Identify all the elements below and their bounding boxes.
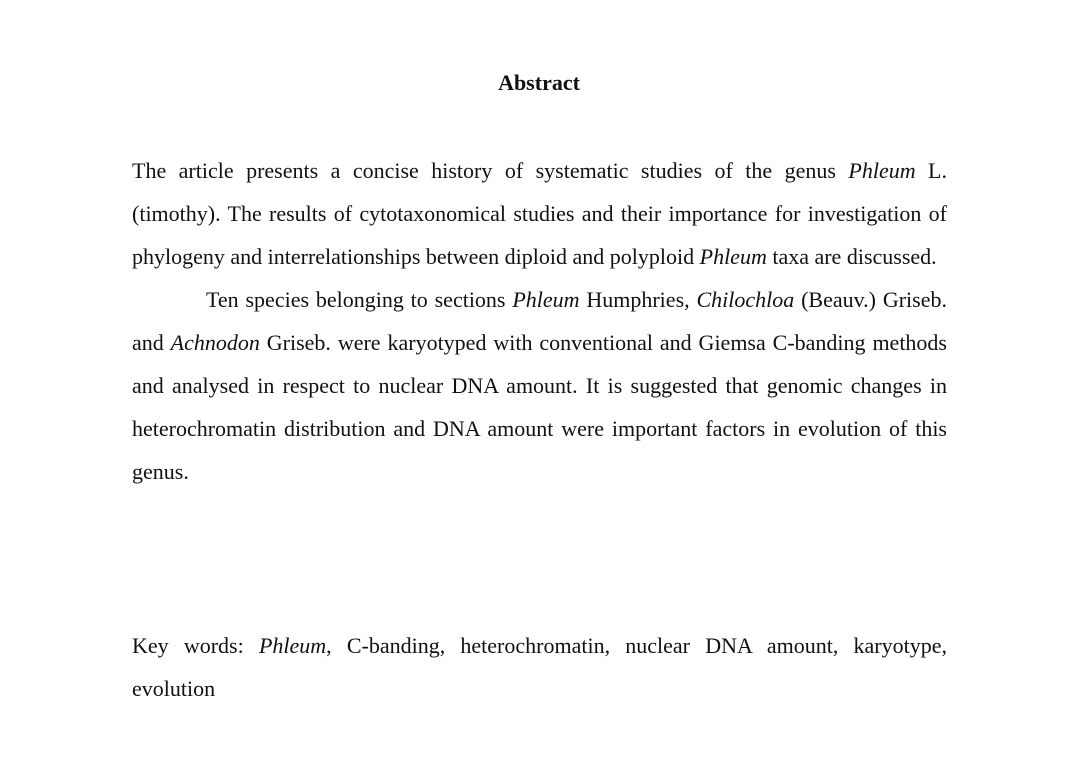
paragraph-1-text-b: L. (timothy). The results of cytotaxonomical studies and their importance for investigation of phylogeny and interrelationships between diploid and polyploid <box>132 158 947 269</box>
abstract-paragraph-1 <box>132 149 947 278</box>
abstract-body <box>132 149 947 493</box>
keywords-label: Key words: <box>132 633 259 658</box>
paragraph-2-section-name-a: Phleum <box>512 287 580 312</box>
paragraph-2-section-name-b: Chilochloa <box>696 287 795 312</box>
keywords-genus-name: Phleum <box>258 633 327 658</box>
keywords-line <box>132 624 947 710</box>
abstract-title: Abstract <box>498 70 580 95</box>
keywords-list: , C-banding, heterochromatin, nuclear DNA amount, karyotype, evolution <box>132 633 947 701</box>
paragraph-1-genus-name-a: Phleum <box>848 158 916 183</box>
paragraph-1-text-a: The article presents a concise history of systematic studies of the genus <box>132 158 849 183</box>
paragraph-1-text-c: taxa are discussed. <box>766 244 937 269</box>
paragraph-1-genus-name-b: Phleum <box>699 244 767 269</box>
paragraph-2-section-name-c: Achnodon <box>170 330 260 355</box>
paragraph-2-text-b: Humphries, <box>579 287 697 312</box>
paragraph-2-text-c: (Beauv.) Griseb. and <box>132 287 947 355</box>
paragraph-2-text-d: Griseb. were karyotyped with conventional and Giemsa C-banding methods and analysed in respect to nuclear DNA amount. It is suggested that genomic changes in heterochromatin distribution and DNA amount were important factors in evolution of this genus. <box>132 330 947 484</box>
paragraph-2-text-a: Ten species belonging to sections <box>206 287 513 312</box>
abstract-paragraph-2 <box>132 278 947 493</box>
